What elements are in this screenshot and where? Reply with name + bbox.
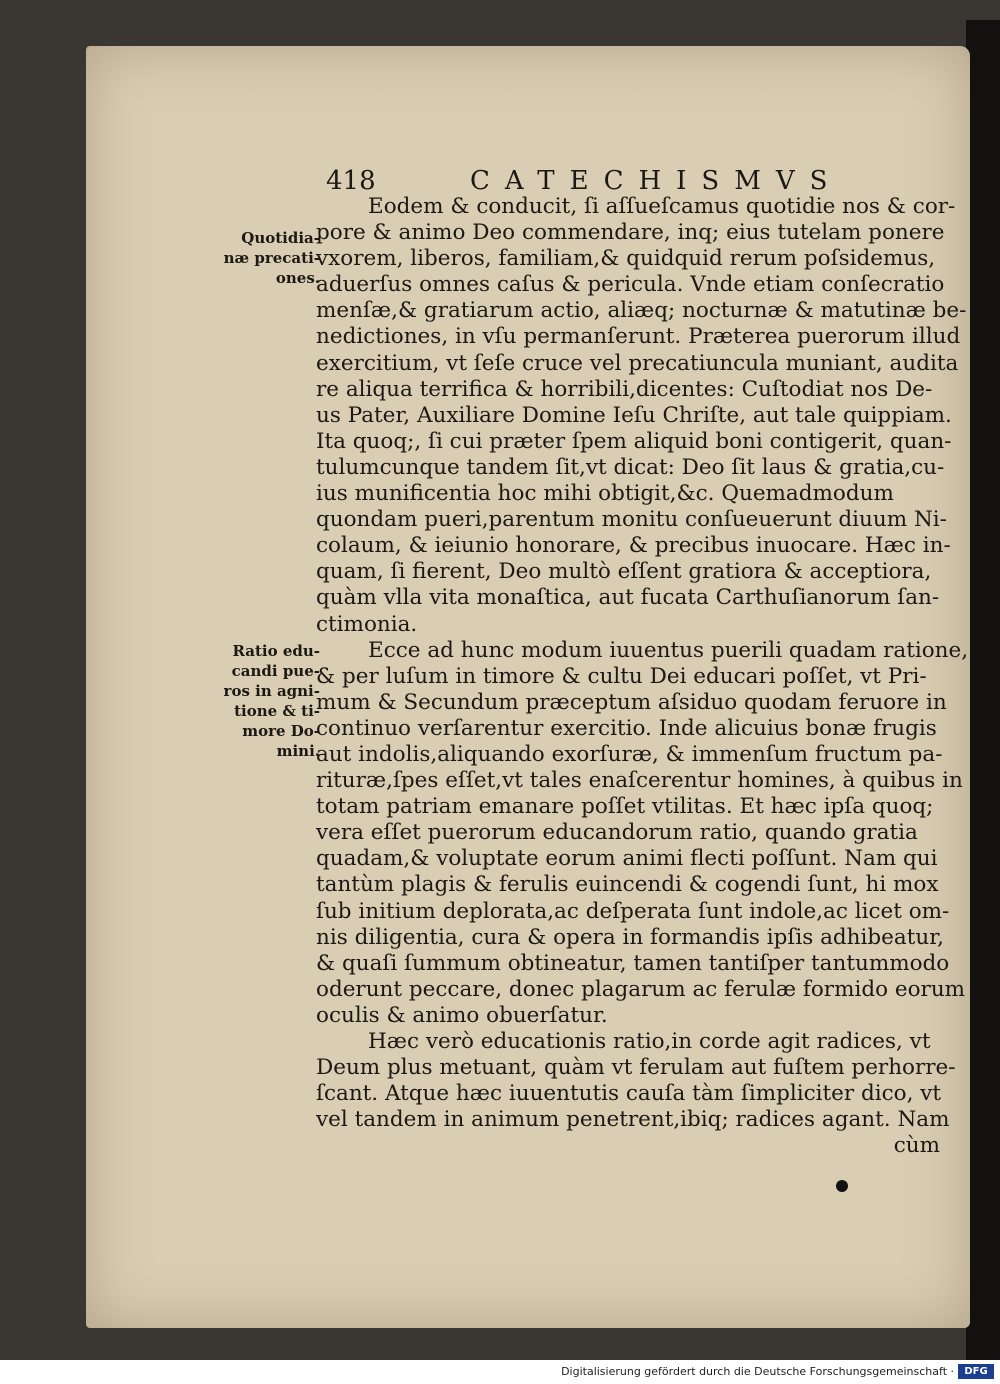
text-line: vera eſſet puerorum educandorum ratio, quando gratia: [316, 820, 918, 846]
text-line: us Pater, Auxiliare Domine Ieſu Chriſte, aut tale quippiam.: [316, 402, 952, 428]
text-line: quàm vlla vita monaſtica, aut fucata Carthuſianorum ſan-: [316, 585, 940, 611]
footer: [0, 1360, 1000, 1384]
margin-note-education: [210, 641, 320, 761]
ink-dot: [836, 1180, 848, 1192]
text-line: ius munificentia hoc mihi obtigit,&c. Quemadmodum: [316, 481, 894, 507]
text-line: continuo verſarentur exercitio. Inde alicuius bonæ frugis: [316, 715, 937, 741]
text-line: aduerſus omnes caſus & pericula. Vnde etiam conſecratio: [316, 272, 945, 298]
footer-credit: Digitalisierung gefördert durch die Deutsche Forschungsgemeinschaft ·: [561, 1365, 954, 1378]
text-line: exercitium, vt ſeſe cruce vel precatiuncula muniant, audita: [316, 350, 959, 376]
text-line: oculis & animo obuerſatur.: [316, 1002, 608, 1028]
text-line: nis diligentia, cura & opera in formandis ipſis adhibeatur,: [316, 924, 944, 950]
text-line: mum & Secundum præceptum aſsiduo quodam feruore in: [316, 689, 947, 715]
body-text: [316, 194, 969, 1159]
margin-note-line: mini.: [276, 742, 320, 760]
margin-note-line: Quotidia-: [241, 229, 320, 247]
text-line: tulumcunque tandem ſit,vt dicat: Deo ſit laus & gratia,cu-: [316, 454, 945, 480]
page-number: 418: [326, 166, 376, 196]
dfg-logo: DFG: [958, 1364, 994, 1379]
text-line: pore & animo Deo commendare, inq; eius tutelam ponere: [316, 220, 945, 246]
text-line: oderunt peccare, donec plagarum ac ferulæ formido eorum: [316, 976, 966, 1002]
margin-note-line: candi pue-: [231, 662, 320, 680]
text-line: rituræ,ſpes eſſet,vt tales enaſcerentur homines, à quibus in: [316, 768, 963, 794]
margin-note-line: more Do-: [242, 722, 320, 740]
text-line: ſub initium deplorata,ac deſperata ſunt indole,ac licet om-: [316, 898, 950, 924]
text-line: Hæc verò educationis ratio,in corde agit radices, vt: [368, 1029, 931, 1054]
catchword: cùm: [893, 1133, 940, 1159]
text-line: quadam,& voluptate eorum animi flecti poſſunt. Nam qui: [316, 846, 938, 872]
scan-dark-edge: [966, 20, 1000, 1360]
text-line: & quaſi ſummum obtineatur, tamen tantiſper tantummodo: [316, 950, 950, 976]
text-line: vel tandem in animum penetrent,ibiq; radices agant. Nam: [316, 1107, 950, 1133]
page-header: [326, 166, 843, 196]
text-line: tantùm plagis & ferulis euincendi & cogendi ſunt, hi mox: [316, 872, 939, 898]
text-line: totam patriam emanare poſſet vtilitas. Et hæc ipſa quoq;: [316, 794, 934, 820]
text-line: Deum plus metuant, quàm vt ferulam aut fuſtem perhorre-: [316, 1055, 956, 1081]
text-line: nedictiones, in vſu permanſerunt. Præterea puerorum illud: [316, 324, 961, 350]
text-line: vxorem, liberos, familiam,& quidquid rerum poſsidemus,: [316, 246, 936, 272]
margin-note-line: Ratio edu-: [232, 642, 320, 660]
text-line: menſæ,& gratiarum actio, aliæq; nocturnæ & matutinæ be-: [316, 298, 967, 324]
text-line: Ita quoq;, ſi cui præter ſpem aliquid boni contigerit, quan-: [316, 428, 952, 454]
text-line: ſcant. Atque hæc iuuentutis cauſa tàm ſimpliciter dico, vt: [316, 1081, 942, 1107]
margin-note-line: næ precati-: [223, 249, 320, 267]
text-line: Ecce ad hunc modum iuuentus puerili quadam ratione,: [368, 637, 969, 663]
margin-note-line: ros in agni-: [223, 682, 320, 700]
text-line: & per luſum in timore & cultu Dei educari poſſet, vt Pri-: [316, 663, 927, 689]
margin-note-line: tione & ti-: [234, 702, 320, 720]
text-line: quondam pueri,parentum monitu conſueuerunt diuum Ni-: [316, 507, 947, 533]
margin-note-line: ones.: [275, 269, 320, 287]
text-line: colaum, & ieiunio honorare, & precibus inuocare. Hæc in-: [316, 533, 951, 559]
text-line: aut indolis,aliquando exorſuræ, & immenſum fructum pa-: [316, 741, 943, 767]
text-line: quam, ſi fierent, Deo multò eſſent gratiora & acceptiora,: [316, 559, 932, 585]
text-line: ctimonia.: [316, 611, 418, 637]
running-title: CATECHISMVS: [470, 166, 843, 196]
text-line: Eodem & conducit, ſi aſſueſcamus quotidie nos & cor-: [368, 194, 956, 219]
margin-note-daily-prayers: [210, 228, 320, 288]
text-line: re aliqua terrifica & horribili,dicentes: Cuſtodiat nos De-: [316, 376, 933, 402]
